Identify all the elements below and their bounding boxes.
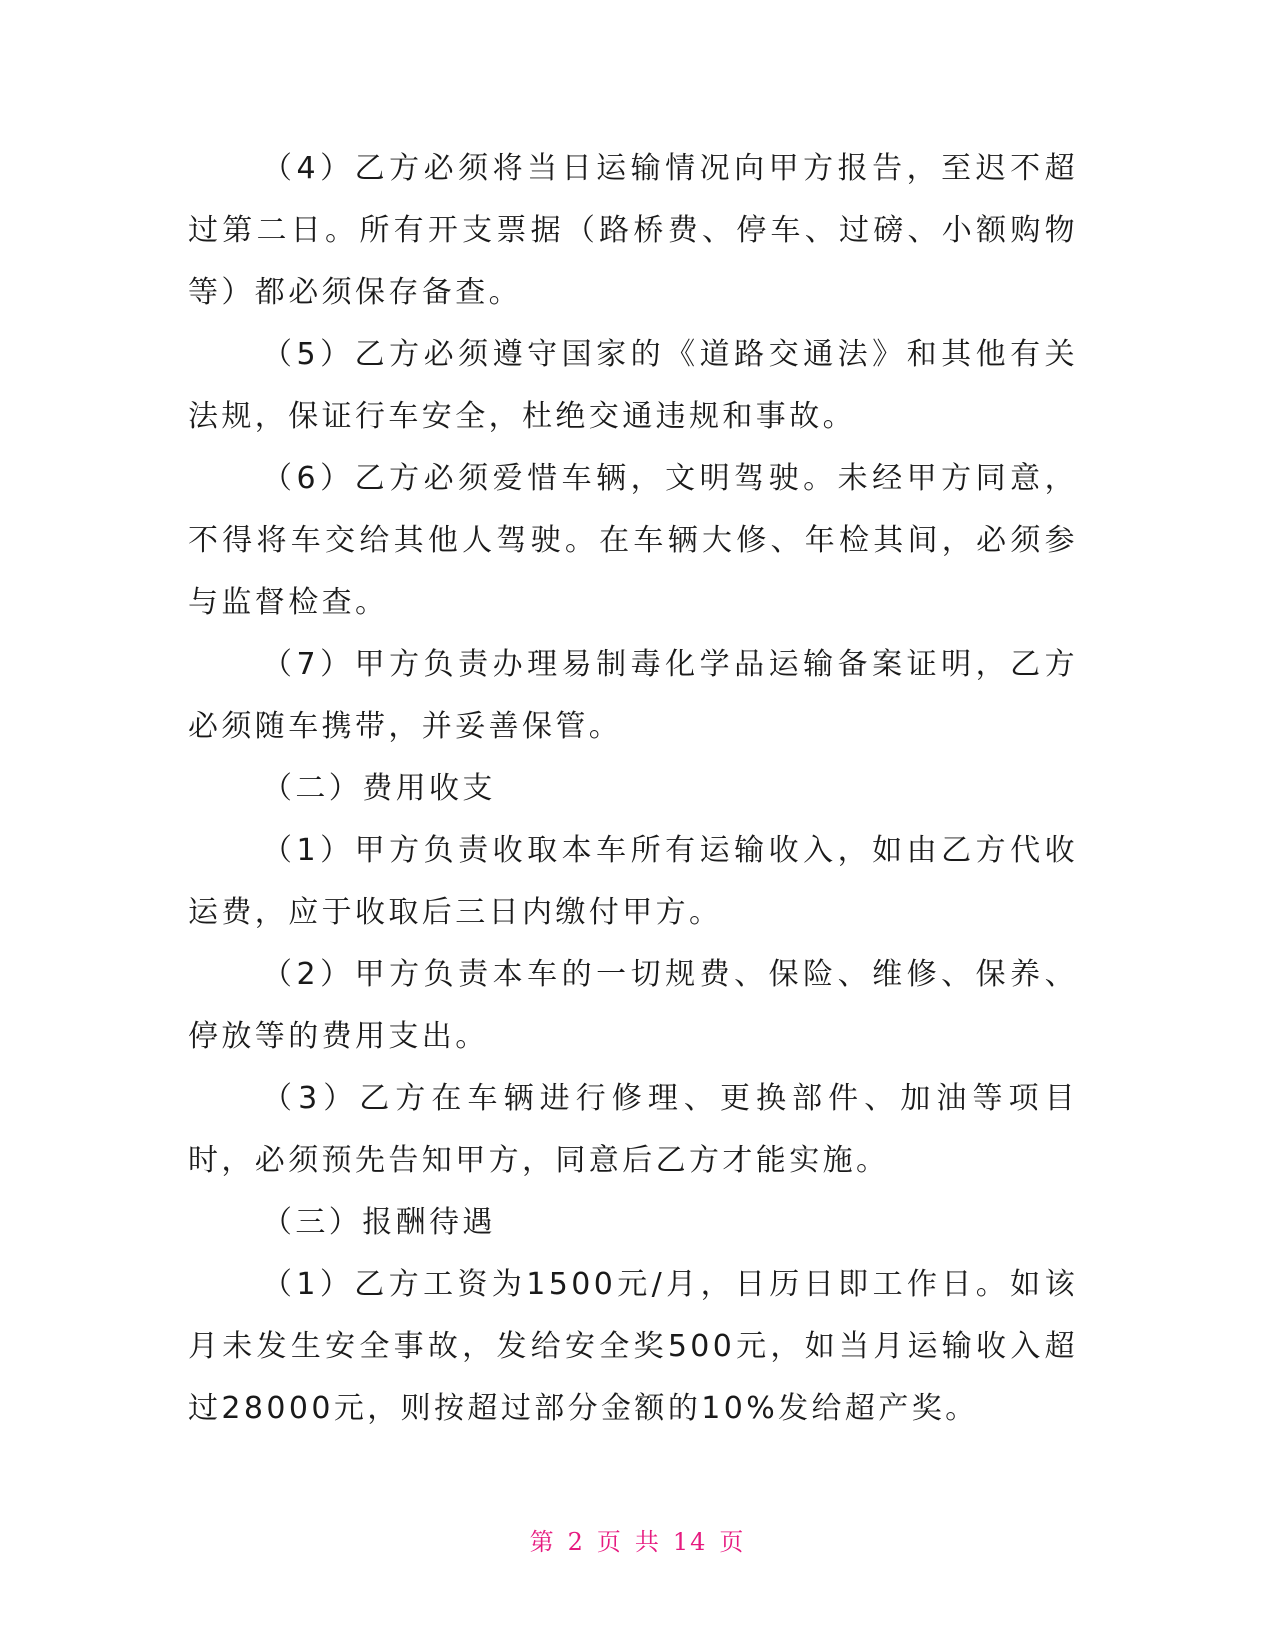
footer-page-word: 页 (596, 1528, 623, 1556)
paragraph-clause-4: （4）乙方必须将当日运输情况向甲方报告，至迟不超过第二日。所有开支票据（路桥费、停车、过磅、小额购物等）都必须保存备查。 (188, 151, 1078, 310)
paragraph-clause-7: （7）甲方负责办理易制毒化学品运输备案证明，乙方必须随车携带，并妥善保管。 (188, 647, 1078, 744)
section-heading-compensation: （三）报酬待遇 (262, 1205, 496, 1240)
footer-total-word: 共 (634, 1528, 661, 1556)
paragraph-clause-5: （5）乙方必须遵守国家的《道路交通法》和其他有关法规，保证行车安全，杜绝交通违规和事故。 (188, 337, 1078, 434)
paragraph-compensation-1: （1）乙方工资为1500元/月，日历日即工作日。如该月未发生安全事故，发给安全奖500元，如当月运输收入超过28000元，则按超过部分金额的10%发给超产奖。 (188, 1267, 1078, 1426)
footer-total-pages: 14 (672, 1528, 708, 1556)
section-heading-expenses: （二）费用收支 (262, 771, 496, 806)
paragraph-expense-3: （3）乙方在车辆进行修理、更换部件、加油等项目时，必须预先告知甲方，同意后乙方才能实施。 (188, 1081, 1078, 1178)
document-body (188, 138, 1078, 1440)
paragraph-expense-1: （1）甲方负责收取本车所有运输收入，如由乙方代收运费，应于收取后三日内缴付甲方。 (188, 833, 1078, 930)
page-footer (0, 1522, 1275, 1557)
paragraph-expense-2: （2）甲方负责本车的一切规费、保险、维修、保养、停放等的费用支出。 (188, 957, 1078, 1054)
paragraph-clause-6: （6）乙方必须爱惜车辆，文明驾驶。未经甲方同意，不得将车交给其他人驾驶。在车辆大修、年检其间，必须参与监督检查。 (188, 461, 1078, 620)
footer-page-number: 2 (567, 1528, 585, 1556)
footer-suffix: 页 (719, 1528, 746, 1556)
footer-prefix: 第 (529, 1528, 556, 1556)
